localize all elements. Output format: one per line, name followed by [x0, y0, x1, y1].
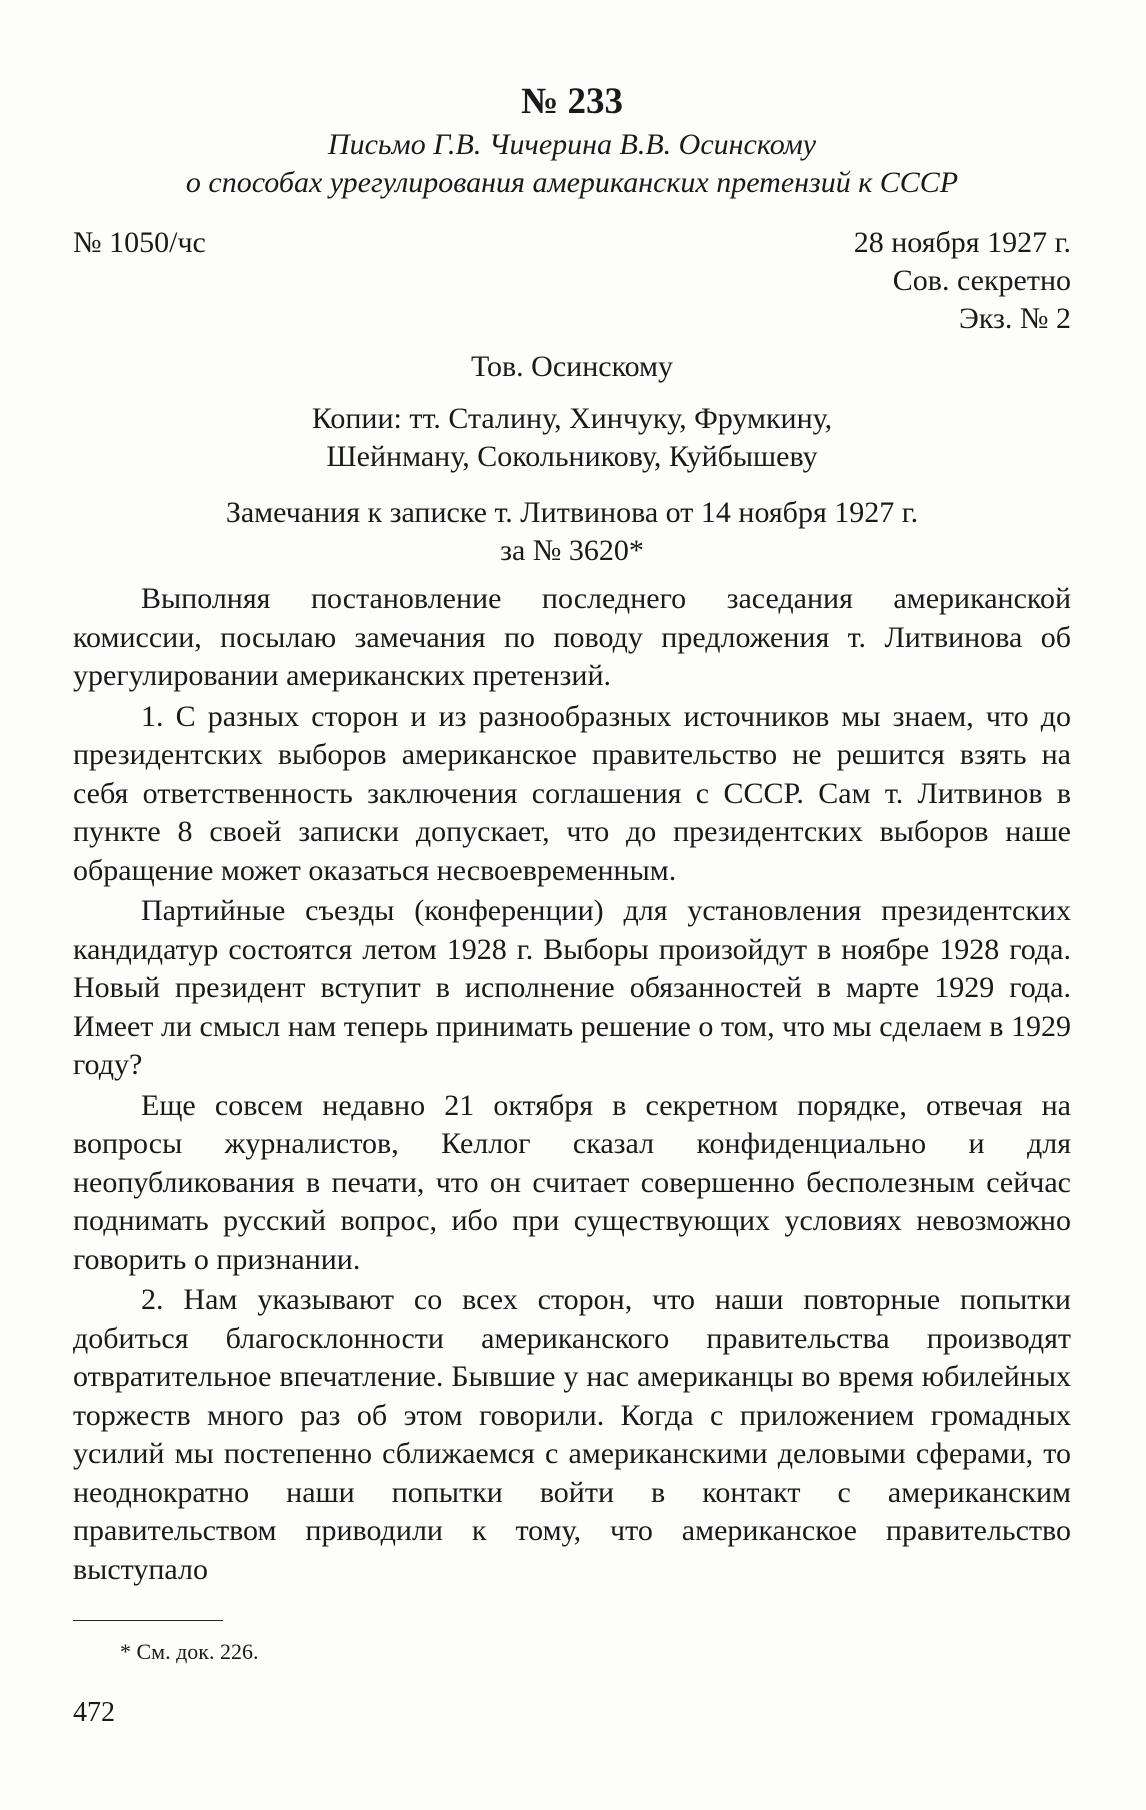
paragraph: Выполняя постановление последнего заседания американской комиссии, посылаю замечания по поводу предложения т. Литвинова об урегулировании американских претензий.	[73, 582, 1071, 692]
page-content	[73, 80, 1071, 1589]
addressee: Тов. Осинскому	[470, 350, 674, 383]
copies-list	[73, 400, 1071, 476]
remarks-heading	[73, 494, 1071, 570]
paragraph: Партийные съезды (конференции) для установления президентских кандидатур состоятся летом 1928 г. Выборы произойдут в ноябре 1928 года. Новый президент вступит в исполнение обязанностей в марте 1929 года. Имеет ли смысл нам теперь принимать решение о том, что мы сделаем в 1929 году?	[73, 894, 1071, 1081]
remarks-heading-line-2: за № 3620*	[500, 534, 644, 567]
document-number: № 233	[521, 81, 623, 122]
document-title-line-1: Письмо Г.В. Чичерина В.В. Осинскому	[327, 128, 817, 161]
copies-line-1: Копии: тт. Сталину, Хинчуку, Фрумкину,	[311, 402, 833, 435]
copies-line-2: Шейнману, Сокольникову, Куйбышеву	[326, 440, 818, 473]
page-number: 472	[73, 1697, 115, 1728]
document-title-line-2: о способах урегулирования американских претензий к СССР	[185, 166, 959, 199]
body-text	[73, 580, 1071, 1589]
paragraph: Еще совсем недавно 21 октября в секретном порядке, отвечая на вопросы журналистов, Келлог сказал конфиденциально и для неопубликования в печати, что он считает совершенно бесполезным сейчас поднимать русский вопрос, ибо при существующих условиях невозможно говорить о признании.	[73, 1088, 1071, 1276]
copy-number: Экз. № 2	[959, 302, 1071, 335]
remarks-heading-line-1: Замечания к записке т. Литвинова от 14 ноября 1927 г.	[225, 496, 919, 529]
reference-number: № 1050/чс	[73, 226, 206, 259]
meta-row	[73, 224, 1071, 262]
paragraph: 1. С разных сторон и из разнообразных источников мы знаем, что до президентских выборов американское правительство не решится взять на себя ответственность заключения соглашения с СССР. Сам т. Литвинов в пункте 8 своей записки допускает, что до президентских выборов наше обращение может оказаться несвоевременным.	[73, 699, 1071, 887]
document-title	[73, 126, 1071, 202]
footnote-divider	[73, 1620, 223, 1621]
document-date: 28 ноября 1927 г.	[853, 226, 1071, 259]
paragraph: 2. Нам указывают со всех сторон, что наши повторные попытки добиться благосклонности американского правительства производят отвратительное впечатление. Бывшие у нас американцы во время юбилейных торжеств много раз об этом говорили. Когда с приложением громадных усилий мы постепенно сближаемся с американскими деловыми сферами, то неоднократно наши попытки войти в контакт с американским правительством приводили к тому, что американское правительство выступало	[73, 1283, 1071, 1586]
classification: Сов. секретно	[892, 264, 1071, 297]
footnote: * См. док. 226.	[120, 1639, 259, 1664]
